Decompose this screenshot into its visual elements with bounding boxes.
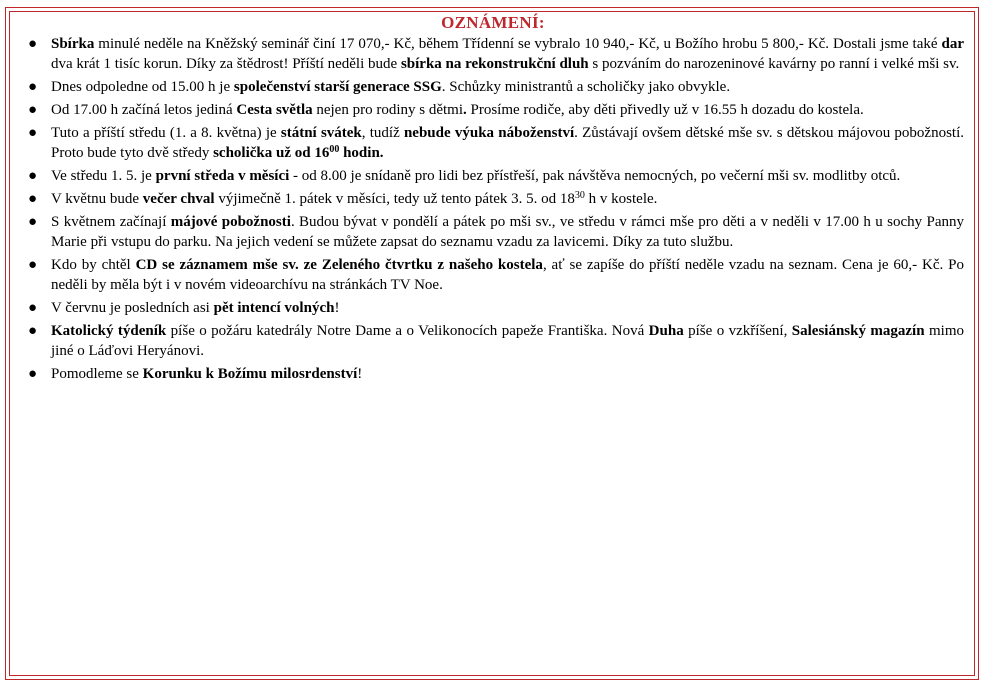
bullet-icon: ● xyxy=(28,366,38,382)
bold-text: první středa v měsíci xyxy=(155,168,290,184)
bullet-icon: ● xyxy=(28,79,38,95)
item-text: - od 8.00 je snídaně pro lidi bez přístřeší, pak návštěva nemocných, po večerní mši sv. modlitby otců. xyxy=(289,168,901,184)
bold-text: Salesiánský magazín xyxy=(791,323,925,339)
bullet-icon: ● xyxy=(28,323,38,339)
item-text: S květnem začínají xyxy=(51,214,171,230)
announcement-item xyxy=(22,189,964,209)
item-text: Prosíme rodiče, aby děti přivedly už v 16.55 h dozadu do kostela. xyxy=(466,102,864,118)
bullet-icon: ● xyxy=(28,168,38,184)
item-text: píše o požáru katedrály Notre Dame a o Velikonocích papeže Františka. Nová xyxy=(166,323,649,339)
item-text: 30 xyxy=(574,190,585,201)
bold-text: májové pobožnosti xyxy=(170,214,291,230)
bold-text: Cesta světla xyxy=(236,102,313,118)
item-text: Ve středu 1. 5. je xyxy=(51,168,156,184)
item-text: dva krát 1 tisíc korun. Díky za štědrost! Příští neděli bude xyxy=(51,56,401,72)
announcement-list xyxy=(22,34,964,384)
announcement-item xyxy=(22,364,964,384)
bullet-icon: ● xyxy=(28,125,38,141)
item-text: V červnu je posledních asi xyxy=(51,300,214,316)
bold-text: Sbírka xyxy=(51,36,95,52)
item-text: Pomodleme se xyxy=(51,366,143,382)
item-text: s pozváním do narozeninové kavárny po ranní i velké mši sv. xyxy=(588,56,960,72)
item-text: ! xyxy=(357,366,363,382)
item-text: Tuto a příští středu (1. a 8. května) je xyxy=(51,125,281,141)
announcement-item xyxy=(22,77,964,97)
bold-text: hodin. xyxy=(339,145,384,161)
bold-text: státní svátek xyxy=(280,125,362,141)
bold-text: pět intencí volných xyxy=(213,300,335,316)
bullet-icon: ● xyxy=(28,300,38,316)
bold-text: Katolický týdeník xyxy=(51,323,167,339)
item-text: , ať se zapíše do příští neděle vzadu na seznam. Cena je 60,- Kč. Po neděli by měla být i v novém videoarchívu na stránkách TV Noe. xyxy=(51,257,964,293)
item-text: . Zůstávají ovšem dětské mše sv. s dětskou májovou pobožností. Proto bude tyto dvě středy xyxy=(51,125,964,161)
bullet-icon: ● xyxy=(28,257,38,273)
announcement-item xyxy=(22,166,964,186)
bullet-icon: ● xyxy=(28,102,38,118)
item-text: . Schůzky ministrantů a scholičky jako obvykle. xyxy=(441,79,731,95)
announcement-item xyxy=(22,255,964,295)
item-text: výjimečně 1. pátek v měsíci, tedy už tento pátek 3. 5. od 18 xyxy=(214,191,575,207)
item-text: mimo jiné o Láďovi Heryánovi. xyxy=(51,323,964,359)
item-text: píše o vzkříšení, xyxy=(683,323,792,339)
bold-text: sbírka na rekonstrukční dluh xyxy=(400,56,589,72)
announcement-item xyxy=(22,321,964,361)
bold-text: 00 xyxy=(329,144,340,155)
item-text: ! xyxy=(334,300,340,316)
bold-text: nebude výuka náboženství xyxy=(403,125,575,141)
item-text: V květnu bude xyxy=(51,191,143,207)
item-text: , tudíž xyxy=(361,125,404,141)
announcement-document xyxy=(22,12,964,387)
announcement-item xyxy=(22,34,964,74)
announcement-item xyxy=(22,298,964,318)
item-text: . Budou bývat v pondělí a pátek po mši sv., ve středu v rámci mše pro děti a v neděli v 17.00 h u sochy Panny Marie při vstupu do parku. Na jejich vedení se můžete zapsat do seznamu vzadu za lavicemi. Díky za tuto službu. xyxy=(51,214,964,250)
item-text: nejen pro rodiny s dětmi xyxy=(312,102,463,118)
item-text: minulé neděle na Kněžský seminář činí 17 070,- Kč, během Třídenní se vybralo 10 940,- Kč, u Božího hrobu 5 800,- Kč. Dostali jsme také xyxy=(94,36,942,52)
announcement-item xyxy=(22,212,964,252)
bold-text: . xyxy=(463,102,467,118)
bold-text: společenství starší generace SSG xyxy=(233,79,442,95)
bullet-icon: ● xyxy=(28,36,38,52)
bold-text: Duha xyxy=(648,323,684,339)
announcement-item xyxy=(22,100,964,120)
bold-text: večer chval xyxy=(142,191,215,207)
bullet-icon: ● xyxy=(28,214,38,230)
item-text: Dnes odpoledne od 15.00 h je xyxy=(51,79,234,95)
item-text: h v kostele. xyxy=(584,191,658,207)
item-text: Od 17.00 h začíná letos jediná xyxy=(51,102,237,118)
bold-text: CD se záznamem mše sv. ze Zeleného čtvrtku z našeho kostela xyxy=(135,257,543,273)
bold-text: scholička už od 16 xyxy=(213,145,330,161)
bold-text: Korunku k Božímu milosrdenství xyxy=(142,366,358,382)
bold-text: dar xyxy=(941,36,964,52)
bullet-icon: ● xyxy=(28,191,38,207)
item-text: Kdo by chtěl xyxy=(51,257,136,273)
page-title: OZNÁMENÍ: xyxy=(441,13,545,32)
announcement-item xyxy=(22,123,964,163)
